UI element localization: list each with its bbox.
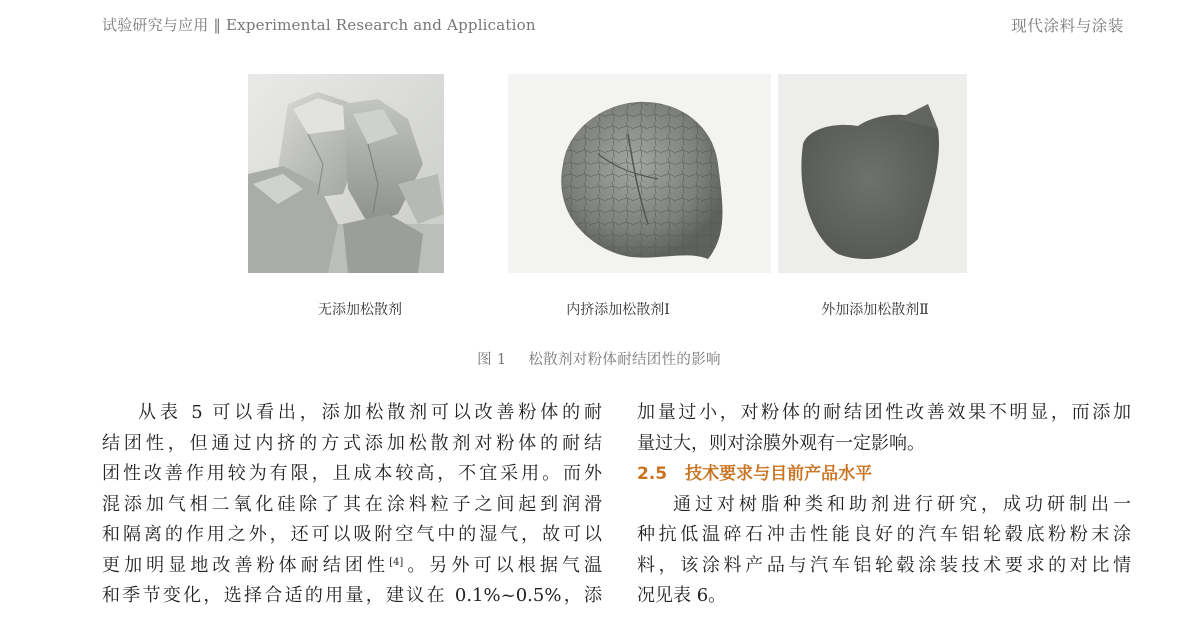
paragraph-line: 料，该涂料产品与汽车铝轮毂涂装技术要求的对比情 [637, 554, 1131, 576]
paragraph-line: 通过对树脂种类和助剂进行研究，成功研制出一 [673, 493, 1131, 515]
photo-internal-anticaking-agent-1 [508, 74, 771, 273]
right-text-column [637, 398, 1131, 612]
left-text-column [102, 398, 602, 612]
figure-caption [0, 348, 1198, 369]
subcaption-external-agent: 外加添加松散剂Ⅱ [821, 302, 929, 318]
paragraph-line: 结团性，但通过内挤的方式添加松散剂对粉体的耐结 [102, 432, 602, 454]
subcaption-no-agent: 无添加松散剂 [318, 302, 402, 318]
section-heading [637, 459, 1131, 490]
section-number: 2.5 [637, 464, 668, 484]
paragraph-line: 加量过小，对粉体的耐结团性改善效果不明显，而添加 [637, 402, 1131, 423]
paragraph-line: 和季节变化，选择合适的用量，建议在 0.1%~0.5%，添 [102, 585, 602, 606]
paragraph-line: 种抗低温碎石冲击性能良好的汽车铝轮毂底粉粉末涂 [637, 524, 1131, 545]
photo-external-anticaking-agent-2 [778, 74, 967, 273]
citation-reference: [4] [389, 556, 404, 568]
paragraph-line: 和隔离的作用之外，还可以吸附空气中的湿气，故可以 [102, 524, 602, 545]
figure-number: 图 1 [477, 352, 507, 368]
paragraph-line: 量过大，则对涂膜外观有一定影响。 [637, 432, 925, 454]
running-header-left: 试验研究与应用 ‖ Experimental Research and Application [102, 16, 536, 34]
paragraph-line: 混添加气相二氧化硅除了其在涂料粒子之间起到润滑 [102, 493, 602, 515]
subcaption-internal-agent: 内挤添加松散剂Ⅰ [566, 302, 670, 318]
section-title: 技术要求与目前产品水平 [685, 464, 873, 484]
running-header-right: 现代涂料与涂装 [1011, 17, 1124, 35]
paragraph-line: 团性改善作用较为有限，且成本较高，不宜采用。而外 [102, 463, 602, 484]
paragraph-line: 从表 5 可以看出，添加松散剂可以改善粉体的耐 [138, 402, 602, 423]
figure-caption-text: 松散剂对粉体耐结团性的影响 [528, 352, 721, 368]
photo-no-anticaking-agent [248, 74, 444, 273]
paragraph-line: 更加明显地改善粉体耐结团性[4]。另外可以根据气温 [102, 554, 603, 576]
paragraph-line: 况见表 6。 [637, 585, 727, 606]
